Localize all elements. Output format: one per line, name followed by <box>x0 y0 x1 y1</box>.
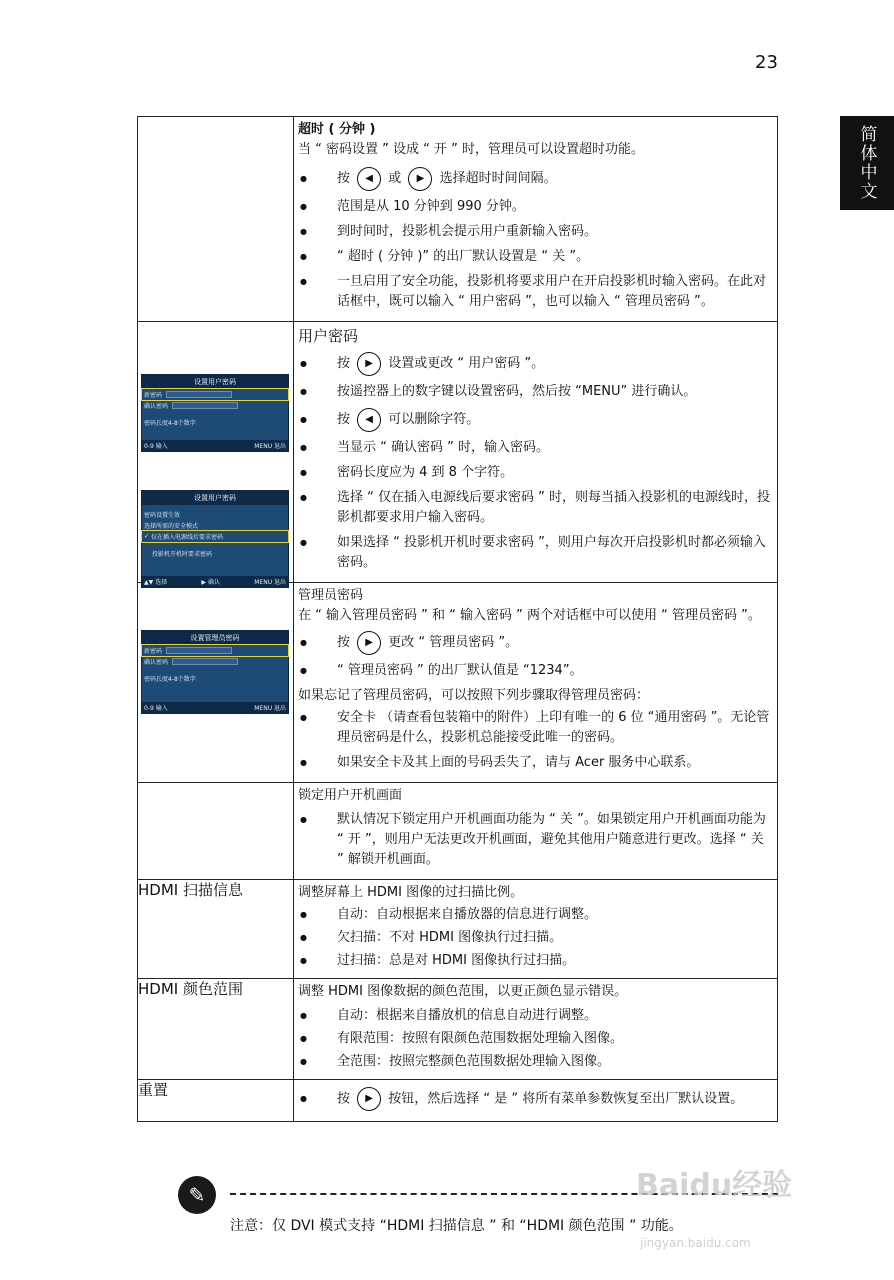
list-item: ● 按 ▶ 更改 “ 管理员密码 ”。 <box>298 630 773 656</box>
osd-footer: 0-9 输入 MENU 退出 <box>142 440 288 451</box>
right-arrow-icon: ▶ <box>357 1087 381 1111</box>
osd-input-box <box>172 658 238 665</box>
cell-hdmi-scan <box>294 880 778 979</box>
lock-title: 锁定用户开机画面 <box>298 788 403 803</box>
language-tab: 简体中文 <box>840 116 894 210</box>
right-arrow-icon: ▶ <box>357 352 381 376</box>
osd-security-mode <box>141 490 289 588</box>
row-hdmi-scan <box>138 880 778 979</box>
osd-title: 设置用户密码 <box>142 375 288 389</box>
timeout-title: 超时 ( 分钟 ) <box>298 122 376 137</box>
list-item: ● 密码长度应为 4 到 8 个字符。 <box>298 463 773 483</box>
osd-row: 密码设置生效 <box>144 512 181 519</box>
osd-title: 设置管理员密码 <box>142 631 288 645</box>
note-pencil-icon: ✎ <box>178 1176 216 1214</box>
list-item: ● 默认情况下锁定用户开机画面功能为 “ 关 ”。如果锁定用户开机画面功能为 “ 开 ”，则用户无法更改开机画面，避免其他用户随意进行更改。选择 “ 关 ” 解锁开机画面。 <box>298 810 773 870</box>
list-item: ● 按 ◀ 或 ▶ 选择超时时间间隔。 <box>298 166 773 192</box>
osd-row-selected: ✓ 仅在插入电源线后要求密码 <box>142 531 288 542</box>
timeout-intro: 当 “ 密码设置 ” 设成 “ 开 ” 时，管理员可以设置超时功能。 <box>298 142 644 157</box>
admin-password-intro: 在 “ 输入管理员密码 ” 和 “ 输入密码 ” 两个对话框中可以使用 “ 管理员密码 ”。 <box>298 608 761 623</box>
cell-reset <box>294 1080 778 1122</box>
osd-input-box <box>166 391 232 398</box>
list-item: ● 一旦启用了安全功能，投影机将要求用户在开启投影机时输入密码。在此对话框中，既可以输入 “ 用户密码 ”，也可以输入 “ 管理员密码 ”。 <box>298 272 773 312</box>
list-item: ● 如果选择 “ 投影机开机时要求密码 ”，则用户每次开启投影机时都必须输入密码。 <box>298 533 773 573</box>
osd-footer: 0-9 输入 MENU 退出 <box>142 702 288 713</box>
list-item: ● 全范围：按照完整颜色范围数据处理输入图像。 <box>298 1052 773 1072</box>
admin-forgot: 如果忘记了管理员密码，可以按照下列步骤取得管理员密码： <box>298 688 650 703</box>
cell-empty <box>138 117 294 322</box>
hdmi-color-label: HDMI 颜色范围 <box>138 979 294 1080</box>
right-arrow-icon: ▶ <box>408 167 432 191</box>
admin-password-title: 管理员密码 <box>298 588 364 603</box>
left-arrow-icon: ◀ <box>357 167 381 191</box>
list-item: ● 按 ▶ 按钮，然后选择 “ 是 ” 将所有菜单参数恢复至出厂默认设置。 <box>298 1087 773 1112</box>
osd-set-user-password <box>141 374 289 452</box>
cell-user-password <box>294 322 778 583</box>
list-item: ● 到时间时，投影机会提示用户重新输入密码。 <box>298 222 773 242</box>
list-item: ● 自动：根据来自播放机的信息自动进行调整。 <box>298 1006 773 1026</box>
osd-input-box <box>166 647 232 654</box>
list-item: ● 安全卡 （请查看包装箱中的附件）上印有唯一的 6 位 “通用密码 ”。无论管理员密码是什么，投影机总能接受此唯一的密码。 <box>298 708 773 748</box>
list-item: ● 有限范围：按照有限颜色范围数据处理输入图像。 <box>298 1029 773 1049</box>
osd-row-new-password: 新密码 <box>142 389 288 400</box>
osd-row-new-password: 新密码 <box>142 645 288 656</box>
row-hdmi-color <box>138 979 778 1080</box>
osd-footer: ▲▼ 选择 ▶ 确认 MENU 退出 <box>142 576 288 587</box>
cell-admin-password <box>294 583 778 783</box>
list-item: ● 当显示 “ 确认密码 ” 时，输入密码。 <box>298 438 773 458</box>
right-arrow-icon: ▶ <box>357 631 381 655</box>
cell-empty <box>138 783 294 880</box>
cell-hdmi-color <box>294 979 778 1080</box>
list-item: ● “ 超时 ( 分钟 )” 的出厂默认设置是 “ 关 ”。 <box>298 247 773 267</box>
cell-timeout <box>294 117 778 322</box>
osd-set-admin-password <box>141 630 289 714</box>
list-item: ● 选择 “ 仅在插入电源线后要求密码 ” 时，则每当插入投影机的电源线时，投影机都要求用户输入密码。 <box>298 488 773 528</box>
reset-label: 重置 <box>138 1080 294 1122</box>
settings-table <box>137 116 778 1122</box>
osd-row: 选择所需的安全模式 <box>144 523 199 530</box>
osd-row-confirm-password: 确认密码 <box>142 400 288 411</box>
row-timeout <box>138 117 778 322</box>
cell-lock-screen <box>294 783 778 880</box>
list-item: ● 范围是从 10 分钟到 990 分钟。 <box>298 197 773 217</box>
list-item: ● 过扫描：总是对 HDMI 图像执行过扫描。 <box>298 951 773 971</box>
left-arrow-icon: ◀ <box>357 408 381 432</box>
watermark-url: jingyan.baidu.com <box>640 1236 751 1250</box>
list-item: ● “ 管理员密码 ” 的出厂默认值是 “1234”。 <box>298 661 773 681</box>
osd-input-box <box>172 402 238 409</box>
osd-hint: 密码长度4-8个数字 <box>144 420 196 427</box>
list-item: ● 欠扫描：不对 HDMI 图像执行过扫描。 <box>298 928 773 948</box>
osd-row-confirm-password: 确认密码 <box>142 656 288 667</box>
row-lock-screen <box>138 783 778 880</box>
watermark-brand: Baidu经验 <box>636 1168 793 1203</box>
list-item: ● 按 ▶ 设置或更改 “ 用户密码 ”。 <box>298 351 773 377</box>
list-item: ● 自动：自动根据来自播放器的信息进行调整。 <box>298 905 773 925</box>
list-item: ● 如果安全卡及其上面的号码丢失了，请与 Acer 服务中心联系。 <box>298 753 773 773</box>
osd-hint: 密码长度4-8个数字 <box>144 676 196 683</box>
user-password-title: 用户密码 <box>298 327 359 345</box>
hdmi-scan-label: HDMI 扫描信息 <box>138 880 294 979</box>
page-number: 23 <box>755 52 778 73</box>
hdmi-color-intro: 调整 HDMI 图像数据的颜色范围，以更正颜色显示错误。 <box>298 984 628 999</box>
hdmi-scan-intro: 调整屏幕上 HDMI 图像的过扫描比例。 <box>298 885 524 900</box>
list-item: ● 按 ◀ 可以删除字符。 <box>298 407 773 433</box>
check-icon: ✓ <box>144 533 151 540</box>
osd-row: 投影机开机时要求密码 <box>152 551 213 558</box>
note-text: 注意：仅 DVI 模式支持 “HDMI 扫描信息 ” 和 “HDMI 颜色范围 ” 功能。 <box>230 1218 683 1234</box>
list-item: ● 按遥控器上的数字键以设置密码，然后按 “MENU” 进行确认。 <box>298 382 773 402</box>
osd-title: 设置用户密码 <box>142 491 288 505</box>
row-reset <box>138 1080 778 1122</box>
